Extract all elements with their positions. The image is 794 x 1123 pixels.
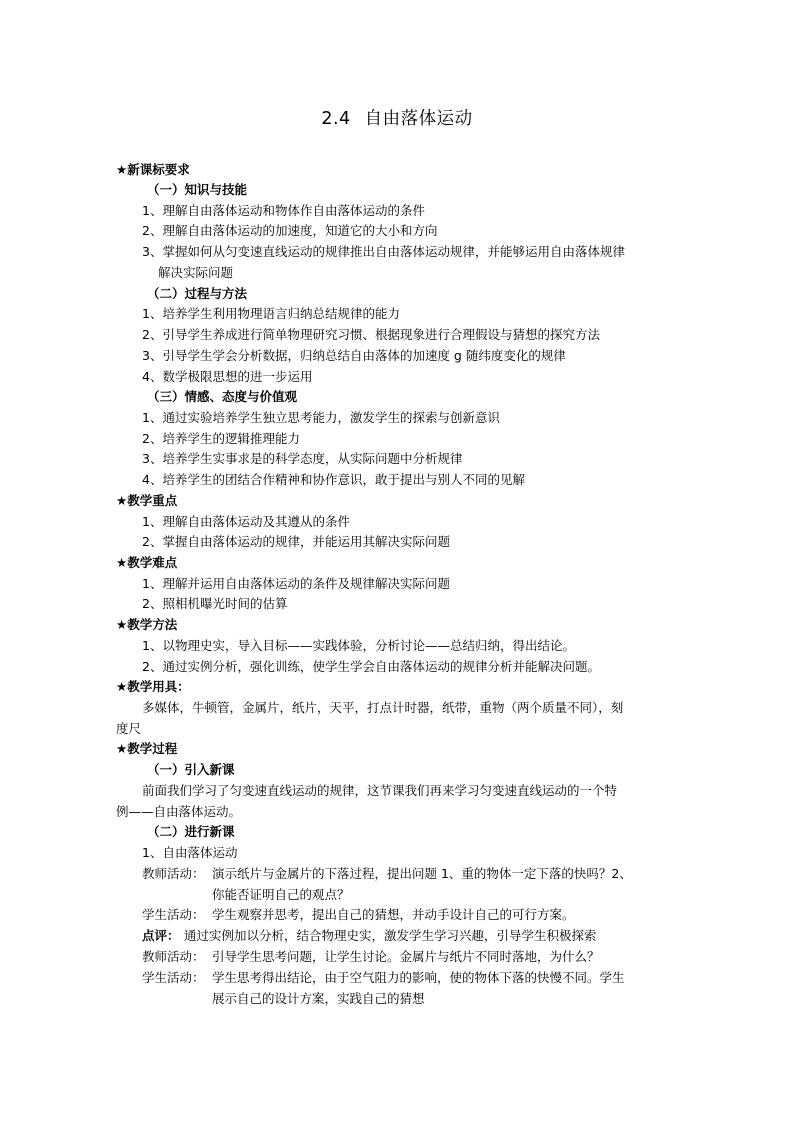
emotion-item-2: 2、培养学生的逻辑推理能力	[142, 431, 300, 446]
subheading-newlesson: （二）进行新课	[147, 824, 235, 839]
student-activity-2-text: 学生思考得出结论，由于空气阻力的影响，使的物体下落的快慢不同。学生	[212, 970, 625, 985]
newlesson-item-1: 1、自由落体运动	[142, 845, 238, 860]
teacher-activity-text: 演示纸片与金属片的下落过程，提出问题 1、重的物体一定下落的快吗？2、	[212, 866, 632, 881]
knowledge-item-2: 2、理解自由落体运动的加速度，知道它的大小和方向	[142, 223, 438, 238]
heading-difficulties: ★教学难点	[116, 555, 178, 570]
emotion-item-4: 4、培养学生的团结合作精神和协作意识，敢于提出与别人不同的见解	[142, 472, 525, 487]
title-number: 2.4	[321, 109, 351, 129]
method-item-1: 1、以物理史实，导入目标——实践体验，分析讨论——总结归纳，得出结论。	[142, 638, 575, 653]
title-text: 自由落体运动	[364, 109, 473, 129]
emotion-item-3: 3、培养学生实事求是的科学态度，从实际问题中分析规律	[142, 451, 463, 466]
process-item-1: 1、培养学生利用物理语言归纳总结规律的能力	[142, 306, 400, 321]
keypoint-item-2: 2、掌握自由落体运动的规律，并能运用其解决实际问题	[142, 534, 450, 549]
student-activity-label: 学生活动：	[142, 907, 205, 922]
student-activity-2-label: 学生活动：	[142, 970, 205, 985]
teacher-activity-text-cont: 你能否证明自己的观点？	[212, 887, 350, 902]
heading-process: ★教学过程	[116, 741, 178, 756]
heading-tools: ★教学用具：	[116, 679, 190, 694]
method-item-2: 2、通过实例分析，强化训练，使学生学会自由落体运动的规律分析并能解决问题。	[142, 659, 600, 674]
subheading-intro: （一）引入新课	[147, 762, 235, 777]
intro-text: 前面我们学习了匀变速直线运动的规律，这节课我们再来学习匀变速直线运动的一个特	[142, 783, 618, 798]
knowledge-item-3: 3、掌握如何从匀变速直线运动的规律推出自由落体运动规律，并能够运用自由落体规律	[142, 244, 625, 259]
emotion-item-1: 1、通过实验培养学生独立思考能力，激发学生的探索与创新意识	[142, 410, 500, 425]
process-item-3: 3、引导学生学会分析数据，归纳总结自由落体的加速度 g 随纬度变化的规律	[142, 348, 566, 363]
knowledge-item-1: 1、理解自由落体运动和物体作自由落体运动的条件	[142, 203, 425, 218]
tools-text-cont: 度尺	[116, 721, 142, 736]
intro-text-cont: 例——自由落体运动。	[116, 804, 242, 819]
heading-methods: ★教学方法	[116, 617, 178, 632]
heading-standards: ★新课标要求	[116, 162, 190, 177]
difficulty-item-2: 2、照相机曝光时间的估算	[142, 596, 288, 611]
subheading-process: （二）过程与方法	[147, 286, 248, 301]
subheading-emotion: （三）情感、态度与价值观	[147, 389, 298, 404]
teacher-activity-label: 教师活动：	[142, 866, 205, 881]
process-item-4: 4、数学极限思想的进一步运用	[142, 369, 313, 384]
tools-text: 多媒体，牛顿管，金属片，纸片，天平，打点计时器，纸带，重物（两个质量不同），刻	[142, 700, 624, 715]
page-title	[0, 105, 794, 130]
subheading-knowledge: （一）知识与技能	[147, 182, 248, 197]
keypoint-item-1: 1、理解自由落体运动及其遵从的条件	[142, 514, 350, 529]
student-activity-text: 学生观察并思考，提出自己的猜想，并动手设计自己的可行方案。	[212, 907, 575, 922]
process-item-2: 2、引导学生养成进行简单物理研究习惯、根据现象进行合理假设与猜想的探究方法	[142, 327, 600, 342]
comment-label: 点评：	[142, 928, 180, 943]
student-activity-2-text-cont: 展示自己的设计方案，实践自己的猜想	[212, 991, 425, 1006]
difficulty-item-1: 1、理解并运用自由落体运动的条件及规律解决实际问题	[142, 576, 450, 591]
heading-keypoints: ★教学重点	[116, 493, 178, 508]
teacher-activity-2-label: 教师活动：	[142, 949, 205, 964]
teacher-activity-2-text: 引导学生思考问题，让学生讨论。金属片与纸片不同时落地，为什么？	[212, 949, 600, 964]
knowledge-item-3-cont: 解决实际问题	[158, 265, 234, 280]
comment-text: 通过实例加以分析，结合物理史实，激发学生学习兴趣，引导学生积极探索	[184, 928, 597, 943]
